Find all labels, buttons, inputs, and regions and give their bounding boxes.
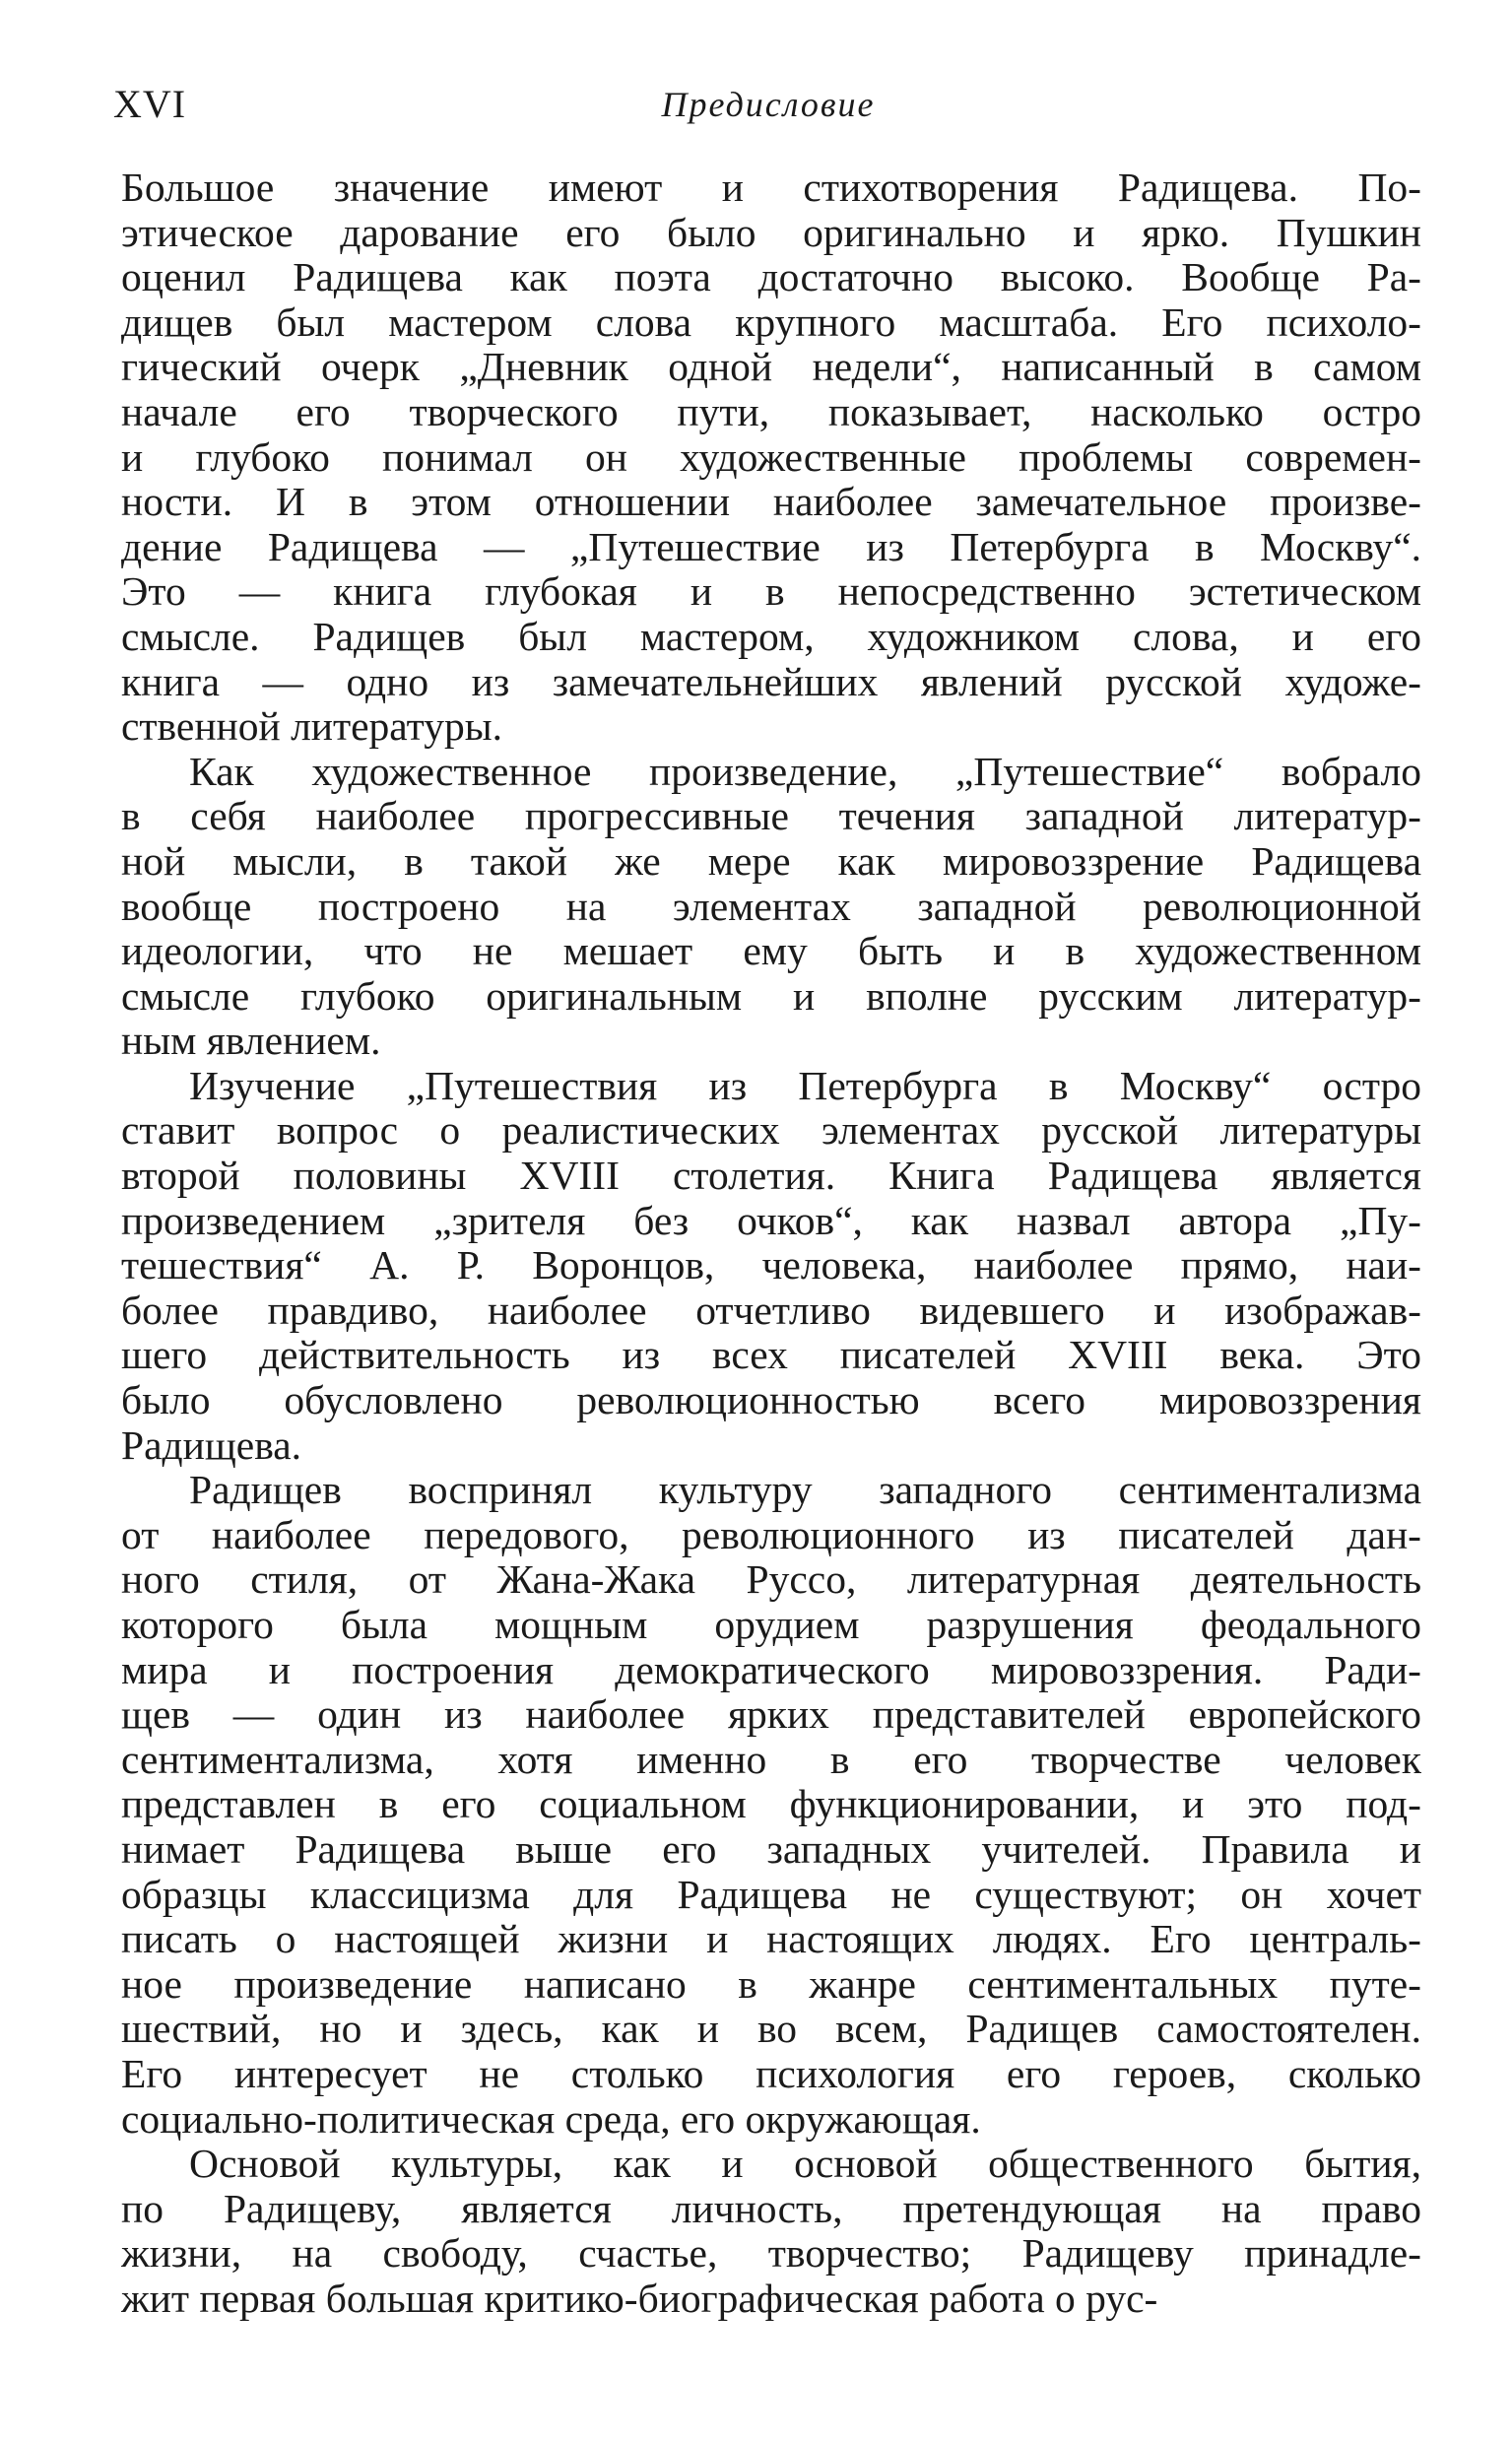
text-line: Радищева.: [121, 1422, 302, 1468]
text-line: второй половины XVIII столетия. Книга Радищева является: [121, 1154, 1421, 1199]
body-text: [121, 165, 1421, 2322]
text-line: Изучение „Путешествия из Петербурга в Москву“ остро: [189, 1063, 1421, 1108]
text-line: вообще построено на элементах западной революционной: [121, 884, 1421, 929]
text-line: сентиментализма, хотя именно в его творчестве человек: [121, 1737, 1421, 1782]
text-line: ное произведение написано в жанре сентиментальных путе-: [121, 1961, 1421, 2007]
text-line: Радищев воспринял культуру западного сентиментализма: [189, 1468, 1421, 1513]
text-line: книга — одно из замечательнейших явлений русской художе-: [121, 659, 1421, 704]
text-line: шествий, но и здесь, как и во всем, Радищев самостоятелен.: [121, 2007, 1421, 2052]
text-line: писать о настоящей жизни и настоящих людях. Его централь-: [121, 1917, 1421, 1962]
text-line: ным явлением.: [121, 1019, 381, 1064]
page-number: XVI: [113, 82, 187, 126]
text-line: шего действительность из всех писателей XVIII века. Это: [121, 1333, 1421, 1378]
text-line: и глубоко понимал он художественные проблемы современ-: [121, 434, 1421, 480]
text-line: ного стиля, от Жана-Жака Руссо, литературная деятельность: [121, 1557, 1421, 1603]
text-line: представлен в его социальном функционировании, и это под-: [121, 1782, 1421, 1827]
text-line: нимает Радищева выше его западных учителей. Правила и: [121, 1826, 1421, 1872]
text-line: Большое значение имеют и стихотворения Радищева. По-: [121, 165, 1421, 210]
text-line: в себя наиболее прогрессивные течения западной литератур-: [121, 794, 1421, 839]
running-title: Предисловие: [661, 85, 876, 124]
text-line: идеологии, что не мешает ему быть и в художественном: [121, 929, 1421, 974]
text-line: гический очерк „Дневник одной недели“, написанный в самом: [121, 345, 1421, 390]
text-line: дение Радищева — „Путешествие из Петербурга в Москву“.: [121, 524, 1421, 569]
text-line: жизни, на свободу, счастье, творчество; Радищеву принадле-: [121, 2231, 1421, 2277]
text-line: Его интересует не столько психология его героев, сколько: [121, 2051, 1421, 2096]
text-line: ной мысли, в такой же мере как мировоззрение Радищева: [121, 838, 1421, 884]
text-line: тешествия“ А. Р. Воронцов, человека, наиболее прямо, наи-: [121, 1243, 1421, 1288]
text-line: ставит вопрос о реалистических элементах русской литературы: [121, 1108, 1421, 1154]
paragraph: [121, 165, 1421, 750]
text-line: которого была мощным орудием разрушения феодального: [121, 1603, 1421, 1647]
text-line: социально-политическая среда, его окружающая.: [121, 2096, 981, 2142]
text-line: Как художественное произведение, „Путешествие“ вобрало: [189, 749, 1421, 794]
text-line: более правдиво, наиболее отчетливо видевшего и изображав-: [121, 1288, 1421, 1333]
text-line: по Радищеву, является личность, претендующая на право: [121, 2186, 1421, 2231]
paragraph: [121, 750, 1421, 1064]
text-line: Основой культуры, как и основой общественного бытия,: [189, 2142, 1421, 2187]
text-line: ственной литературы.: [121, 704, 502, 750]
text-line: щев — один из наиболее ярких представителей европейского: [121, 1692, 1421, 1738]
text-line: мира и построения демократического мировоззрения. Ради-: [121, 1647, 1421, 1692]
text-line: от наиболее передового, революционного из писателей дан-: [121, 1512, 1421, 1557]
paragraph: [121, 1468, 1421, 2142]
text-line: начале его творческого пути, показывает, насколько остро: [121, 389, 1421, 434]
page-header: [113, 79, 1423, 138]
text-line: оценил Радищева как поэта достаточно высоко. Вообще Ра-: [121, 255, 1421, 300]
text-line: смысле. Радищев был мастером, художником слова, и его: [121, 614, 1421, 659]
paragraph: [121, 2142, 1421, 2321]
text-line: жит первая большая критико-биографическая работа о рус-: [121, 2276, 1158, 2321]
text-line: Это — книга глубокая и в непосредственно эстетическом: [121, 569, 1421, 615]
paragraph: [121, 1064, 1421, 1468]
text-line: произведением „зрителя без очков“, как назвал автора „Пу-: [121, 1198, 1421, 1243]
text-line: дищев был мастером слова крупного масштаба. Его психоло-: [121, 299, 1421, 345]
text-line: было обусловлено революционностью всего мировоззрения: [121, 1378, 1421, 1423]
text-line: образцы классицизма для Радищева не существуют; он хочет: [121, 1872, 1421, 1917]
text-line: смысле глубоко оригинальным и вполне русским литератур-: [121, 973, 1421, 1019]
text-line: этическое дарование его было оригинально и ярко. Пушкин: [121, 210, 1421, 255]
text-line: ности. И в этом отношении наиболее замечательное произве-: [121, 480, 1421, 525]
